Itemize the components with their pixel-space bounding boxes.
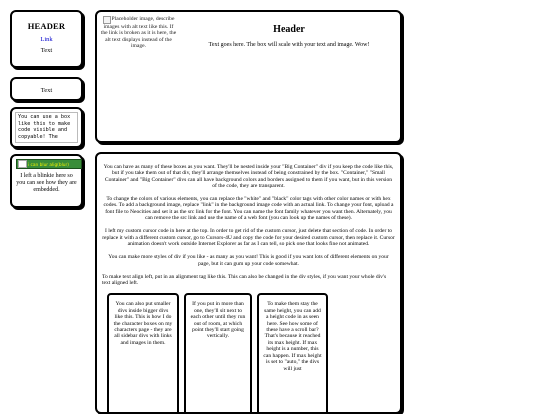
paragraph-left-aligned: To make text align left, put in an alignment tag like this. This can also be changed in the div styles, if you want your whole div's text aligned left. [102, 273, 387, 287]
small-container-scrollable[interactable]: To make them stay the same height, you can add a height code in as seen here. See how some of these have a scroll bar? That's because it reached its max height. If max height is a number, this can happen. If max height is set to "auto," the divs will just [257, 293, 328, 414]
broken-image-icon [18, 160, 27, 168]
top-content-box [95, 10, 402, 143]
sidebar-header-text: Text [40, 47, 53, 54]
big-container [95, 152, 402, 414]
sidebar-link[interactable]: Link [40, 36, 53, 43]
broken-image-icon [103, 16, 111, 24]
sidebar-blinkie-box [10, 154, 83, 208]
small-container: If you put in more than one, they'll sit next to each other until they run out of room, at which point they'll start going vertically. [184, 293, 252, 414]
sidebar-header-title: HEADER [27, 21, 66, 31]
blinkie-caption: I left a blinkie here so you can see how they are embedded. [16, 173, 77, 193]
sidebar-code-box [10, 107, 83, 148]
blinkie-alt-text: i can blur alig(blur) [28, 163, 69, 168]
sidebar-text-box [10, 77, 83, 101]
small-container-row [102, 293, 395, 414]
placeholder-image-alt: Placeholder image, describe images with alt text like this. If the link is broken as it is here, the alt text displays instead of the image. [100, 16, 177, 49]
paragraph: You can have as many of these boxes as you want. They'll be nested inside your "Big Container" div if you keep the code like this, but if you take them out of that div, they'll arrange themselves instead of being constrained by the box. "Container," "Small Container" and "Big Container" divs can all have background colors and borders assigned to them if you want, but in this version of the code, they are transparent. [103, 164, 394, 189]
paragraph: You can make more styles of div if you like - as many as you want! This is good if you want lots of different elements on your page, but it can gum up your code somewhat. [108, 254, 389, 267]
code-textarea[interactable]: You can use a box like this to make code visible and copyable! The [15, 112, 78, 143]
main-header-title: Header [273, 24, 305, 35]
sidebar-text: Text [40, 87, 53, 94]
paragraph: I left my custom cursor code in here at the top. In order to get rid of the custom cursor, just delete that section of code. In order to replace it with a different custom cursor, go to Cursors-4U and copy the code for your desired custom cursor, then replace it. Cursor animation doesn't work outside Internet Explorer as far as I can tell, so pick one that looks fine not animated. [102, 228, 395, 247]
placeholder-image [100, 16, 177, 49]
paragraph: To change the colors of various elements, you can replace the "white" and "black" color tags with other color names or with hex codes. To add a background image, replace "link" in the background image code with an actual link. To change your font, upload a font file to Neocities and set it as the src link for the font. You can name the font family whatever you want then. Alternately, you can remove the src link and use the name of a web font (you can look up the names of these). [103, 196, 394, 222]
main-header-text: Text goes here. The box will scale with your text and image. Wow! [208, 42, 370, 48]
small-container: You can also put smaller divs inside bigger divs like this. This is how I do the character boxes on my characters page - they are all sidebar divs with links and images in them. [107, 293, 179, 414]
sidebar-header-box [10, 10, 83, 68]
blinkie-image [16, 159, 82, 169]
